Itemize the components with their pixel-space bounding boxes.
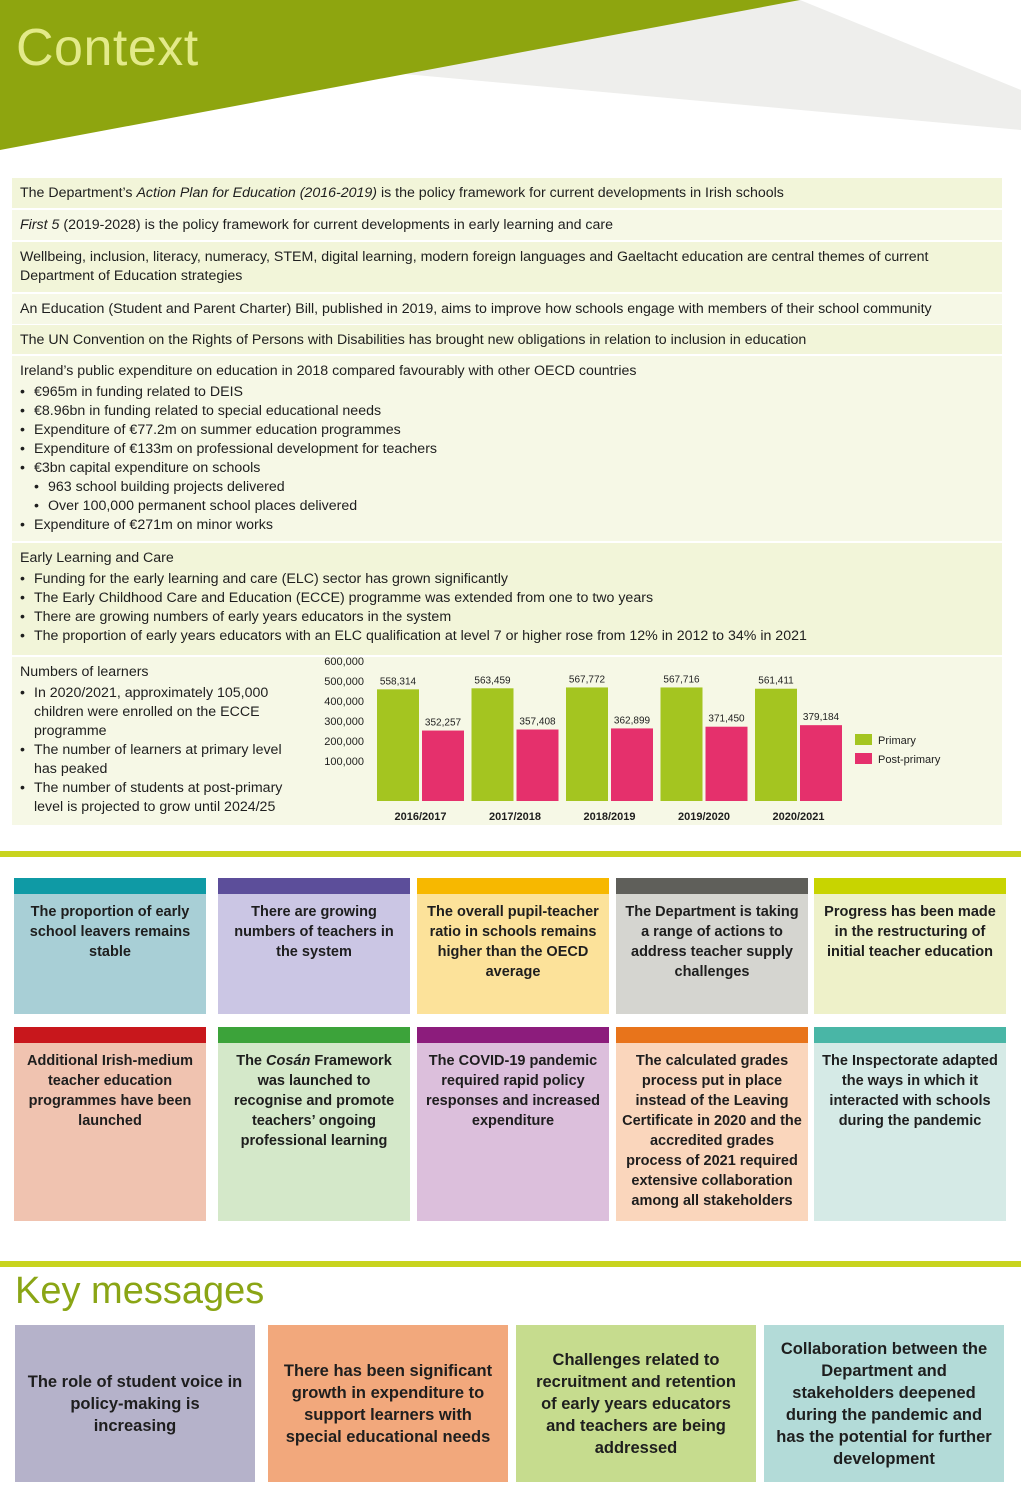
x-tick-label: 2016/2017 <box>394 811 447 823</box>
bar-post-primary <box>706 727 748 801</box>
row-heading: Ireland’s public expenditure on education in 2018 compared favourably with other OECD countries <box>20 363 637 379</box>
bar-primary <box>755 689 797 801</box>
key-messages-title: Key messages <box>15 1270 265 1312</box>
card-body <box>814 894 1006 1014</box>
context-row-un-convention <box>12 325 1002 354</box>
row-text-suffix: (2019-2028) is the policy framework for current developments in early learning and care <box>59 217 614 233</box>
card-body <box>14 894 206 1014</box>
early-learning-list <box>20 570 994 646</box>
context-row-action-plan <box>12 178 1002 208</box>
learners-list <box>20 684 305 817</box>
context-row-early-learning <box>12 543 1002 655</box>
finding-card <box>417 878 609 1014</box>
card-color-bar <box>218 878 410 894</box>
bar-primary <box>566 687 608 801</box>
finding-card <box>814 878 1006 1014</box>
legend-label: Post-primary <box>878 754 941 766</box>
data-label: 567,716 <box>663 674 700 686</box>
row-text: The UN Convention on the Rights of Persons with Disabilities has brought new obligations in relation to inclusion in education <box>20 332 807 348</box>
finding-card <box>616 1027 808 1221</box>
y-tick-label: 300,000 <box>324 716 364 728</box>
finding-card <box>616 878 808 1014</box>
legend-swatch <box>855 734 872 745</box>
learners-bar-chart <box>300 656 1000 824</box>
y-tick-label: 100,000 <box>324 756 364 768</box>
list-item: • €3bn capital expenditure on schools <box>20 459 994 478</box>
row-text-prefix: The Department’s <box>20 185 137 201</box>
card-text-prefix: The <box>236 1053 267 1069</box>
page-title: Context <box>16 19 199 77</box>
key-message-text: Challenges related to recruitment and retention of early years educators and teachers are being addressed <box>536 1350 736 1457</box>
list-subitem: • 963 school building projects delivered <box>20 478 994 497</box>
header-banner <box>0 0 1021 160</box>
row-text: An Education (Student and Parent Charter) Bill, published in 2019, aims to improve how schools engage with members of their school community <box>20 301 932 317</box>
context-row-first5 <box>12 210 1002 240</box>
data-label: 362,899 <box>613 715 651 727</box>
finding-card <box>14 1027 206 1221</box>
list-item: • €965m in funding related to DEIS <box>20 383 994 402</box>
card-text: The Department is taking a range of actions to address teacher supply challenges <box>625 904 799 980</box>
legend-swatch <box>855 753 872 764</box>
data-label: 563,459 <box>474 675 511 687</box>
data-label: 567,772 <box>568 674 606 686</box>
card-color-bar <box>814 1027 1006 1043</box>
finding-card <box>218 878 410 1014</box>
card-text-emphasis: Cosán <box>266 1053 311 1069</box>
x-tick-label: 2019/2020 <box>678 811 730 823</box>
row-heading: Numbers of learners <box>20 664 149 680</box>
list-item: • There are growing numbers of early years educators in the system <box>20 608 994 627</box>
card-body <box>218 1043 410 1221</box>
data-label: 371,450 <box>708 713 745 725</box>
legend-label: Primary <box>878 735 916 747</box>
data-label: 357,408 <box>519 716 556 728</box>
data-label: 558,314 <box>379 676 417 688</box>
key-message-text: There has been significant growth in expenditure to support learners with special educational needs <box>283 1361 493 1446</box>
data-label: 561,411 <box>758 675 794 687</box>
row-text-suffix: is the policy framework for current developments in Irish schools <box>377 185 784 201</box>
data-label: 379,184 <box>802 712 840 724</box>
bar-post-primary <box>422 731 464 801</box>
x-tick-label: 2017/2018 <box>489 811 541 823</box>
card-text: There are growing numbers of teachers in the system <box>234 904 394 960</box>
bar-post-primary <box>517 730 559 801</box>
key-message-card <box>764 1325 1004 1482</box>
row-heading: Early Learning and Care <box>20 550 174 566</box>
context-row-themes <box>12 242 1002 292</box>
finding-card <box>417 1027 609 1221</box>
list-item: • The number of learners at primary level has peaked <box>20 741 305 779</box>
bar-primary <box>661 687 703 801</box>
learners-text-block <box>20 663 305 817</box>
list-item: • The proportion of early years educators with an ELC qualification at level 7 or higher rose from 12% in 2012 to 34% in 2021 <box>20 627 994 646</box>
card-color-bar <box>218 1027 410 1043</box>
expenditure-list <box>20 383 994 535</box>
list-item: • Funding for the early learning and care (ELC) sector has grown significantly <box>20 570 994 589</box>
list-item: • €8.96bn in funding related to special educational needs <box>20 402 994 421</box>
card-text: The proportion of early school leavers remains stable <box>29 904 191 960</box>
section-divider <box>0 1261 1021 1267</box>
list-item: • The Early Childhood Care and Education (ECCE) programme was extended from one to two years <box>20 589 994 608</box>
card-color-bar <box>14 1027 206 1043</box>
card-color-bar <box>616 878 808 894</box>
list-item: • In 2020/2021, approximately 105,000 children were enrolled on the ECCE programme <box>20 684 305 741</box>
card-body <box>616 894 808 1014</box>
list-item: • The number of students at post-primary level is projected to grow until 2024/25 <box>20 779 305 817</box>
key-message-text: Collaboration between the Department and stakeholders deepened during the pandemic and has the potential for further development <box>776 1339 992 1468</box>
list-item: • Expenditure of €77.2m on summer education programmes <box>20 421 994 440</box>
key-message-card <box>15 1325 255 1482</box>
y-tick-label: 600,000 <box>324 656 364 668</box>
card-color-bar <box>616 1027 808 1043</box>
bar-post-primary <box>611 728 653 801</box>
list-item: • Expenditure of €133m on professional development for teachers <box>20 440 994 459</box>
card-color-bar <box>417 1027 609 1043</box>
bar-primary <box>377 689 419 801</box>
x-tick-label: 2020/2021 <box>772 811 825 823</box>
list-subitem: • Over 100,000 permanent school places delivered <box>20 497 994 516</box>
bar-post-primary <box>800 725 842 801</box>
card-text: Additional Irish-medium teacher education programmes have been launched <box>27 1053 193 1129</box>
card-body <box>218 894 410 1014</box>
card-color-bar <box>14 878 206 894</box>
bar-primary <box>472 688 514 801</box>
card-text: Progress has been made in the restructuring of initial teacher education <box>824 904 996 960</box>
card-body <box>616 1043 808 1221</box>
card-color-bar <box>814 878 1006 894</box>
y-tick-label: 500,000 <box>324 676 364 688</box>
card-text: The calculated grades process put in place instead of the Leaving Certificate in 2020 and the accredited grades process of 2021 required extensive collaboration among all stakeholders <box>622 1053 802 1209</box>
list-item: • Expenditure of €271m on minor works <box>20 516 994 535</box>
section-divider <box>0 851 1021 857</box>
context-row-charter-bill <box>12 294 1002 324</box>
context-row-expenditure <box>12 356 1002 541</box>
card-text: The COVID-19 pandemic required rapid policy responses and increased expenditure <box>425 1053 601 1129</box>
y-tick-label: 400,000 <box>324 696 364 708</box>
key-message-card <box>516 1325 756 1482</box>
data-label: 352,257 <box>424 717 462 729</box>
finding-card <box>814 1027 1006 1221</box>
finding-card <box>14 878 206 1014</box>
key-message-card <box>268 1325 508 1482</box>
row-text-emphasis: First 5 <box>20 217 60 233</box>
card-text: Framework was launched to recognise and promote teachers’ ongoing professional learning <box>233 1053 395 1149</box>
card-body <box>14 1043 206 1221</box>
x-tick-label: 2018/2019 <box>583 811 636 823</box>
card-body <box>417 894 609 1014</box>
card-text: The Inspectorate adapted the ways in which it interacted with schools during the pandemic <box>822 1053 998 1129</box>
finding-card <box>218 1027 410 1221</box>
card-body <box>814 1043 1006 1221</box>
row-text-emphasis: Action Plan for Education (2016-2019) <box>136 185 378 201</box>
card-body <box>417 1043 609 1221</box>
card-text: The overall pupil-teacher ratio in schools remains higher than the OECD average <box>427 904 599 980</box>
card-color-bar <box>417 878 609 894</box>
y-tick-label: 200,000 <box>324 736 364 748</box>
row-text: Wellbeing, inclusion, literacy, numeracy, STEM, digital learning, modern foreign languages and Gaeltacht education are central themes of current Department of Education strategies <box>20 249 929 284</box>
key-message-text: The role of student voice in policy-making is increasing <box>27 1372 243 1435</box>
